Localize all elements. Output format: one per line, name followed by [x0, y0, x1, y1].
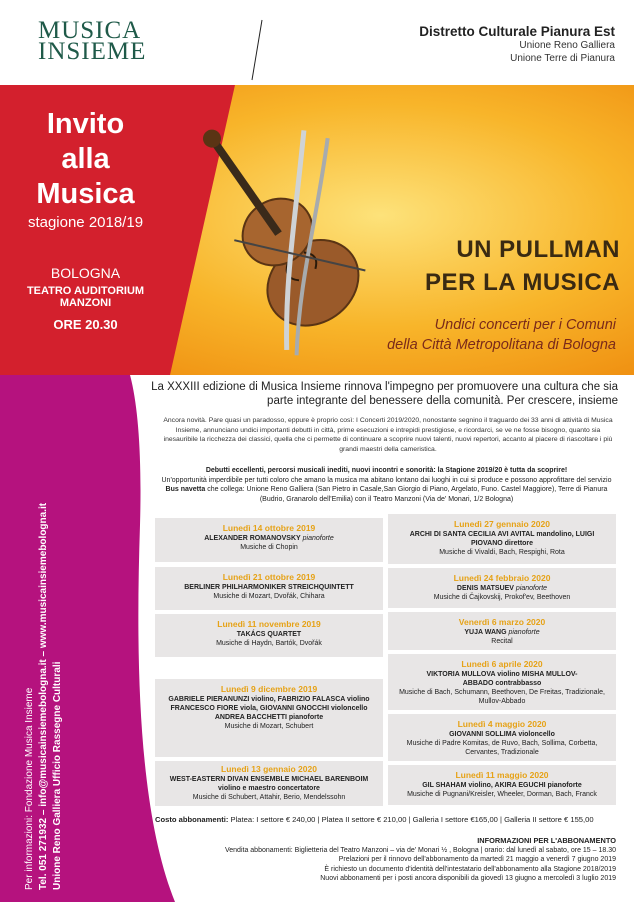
concert-card	[155, 567, 383, 610]
subtitle-line1: Undici concerti per i Comuni	[434, 317, 616, 333]
concert-card	[155, 614, 383, 657]
concert-card	[388, 612, 616, 650]
intro-lead: La XXXIII edizione di Musica Insieme rinnova l'impegno per promuovere una cultura che sia parte integrante del benessere della comunità. Per crescere, insieme	[151, 381, 618, 407]
invito-line3: Musica	[36, 178, 135, 210]
bus-label: Bus navetta	[165, 486, 206, 493]
concert-date: Lunedì 9 dicembre 2019	[220, 684, 318, 694]
concert-card	[388, 514, 616, 564]
subtitle	[300, 315, 616, 355]
concert-program: Musiche di Bach, Schumann, Beethoven, De Freitas, Tradizionale, Mullov-Abbado	[399, 689, 605, 705]
concert-date: Lunedì 13 gennaio 2020	[221, 764, 317, 774]
subscription-costs	[155, 815, 618, 824]
concert-program: Musiche di Schubert, Attahir, Berio, Mendelssohn	[192, 794, 346, 801]
concert-performer: GIOVANNI SOLLIMA violoncello	[449, 731, 555, 738]
concert-performer: VIKTORIA MULLOVA violino MISHA MULLOV-ABBADO contrabbasso	[426, 671, 578, 687]
header	[0, 0, 634, 85]
invito-line1: Invito	[46, 108, 125, 140]
concert-program: Recital	[491, 638, 513, 645]
concert-program: Musiche di Vivaldi, Bach, Respighi, Rota	[439, 549, 565, 556]
concert-card	[388, 765, 616, 805]
subscription-line1: Vendita abbonamenti: Biglietteria del Teatro Manzoni – via de' Monari ½ , Bologna | orario: dal lunedì al sabato, ore 15 – 18.30	[224, 846, 616, 854]
concert-card	[388, 654, 616, 710]
district-sub2: Unione Terre di Pianura	[510, 53, 615, 64]
logo-line2: INSIEME	[38, 38, 147, 65]
concert-program: Musiche di Padre Komitas, de Ruvo, Bach, Sollima, Corbetta, Cervantes, Tradizionale	[406, 740, 598, 756]
bus-text: che collega: Unione Reno Galliera (San Pietro in Casale,San Giorgio di Piano, Argelato, Funo. Castel Maggiore), Terre di Pianura (Budrio, Granarolo dell'Emilia) con il Teatro Manzoni (Via de' Monari, 1/2 Bologna)	[207, 486, 608, 503]
subscription-line2: Prelazioni per il rinnovo dell'abbonamento da martedì 21 maggio a venerdì 7 giugno 2019	[338, 856, 616, 863]
side-info-line2: Tel. 051 271932 – info@musicainsiemebologna.it – www.musicainsiemebologna.it	[38, 502, 49, 890]
concert-program: Musiche di Mozart, Dvořák, Chihara	[213, 593, 325, 600]
venue-theatre: TEATRO AUDITORIUM MANZONI	[26, 285, 145, 309]
concert-program: Musiche di Mozart, Schubert	[224, 723, 314, 730]
concert-date: Lunedì 6 aprile 2020	[461, 659, 543, 669]
concert-performer: YUJA WANG	[464, 629, 507, 636]
subtitle-line2: della Città Metropolitana di Bologna	[387, 337, 616, 353]
logo-line1: MUSICA	[38, 17, 142, 44]
concert-program: Musiche di Pugnani/Kreisler, Wheeler, Dorman, Bach, Franck	[407, 791, 597, 798]
side-contact-info	[24, 470, 84, 890]
hero-banner	[0, 85, 634, 375]
concert-instrument: pianoforte	[508, 629, 540, 636]
venue-block	[0, 265, 171, 332]
costs-label: Costo abbonamenti:	[155, 815, 229, 824]
concert-card	[155, 761, 383, 806]
concert-instrument: pianoforte	[302, 535, 334, 542]
concert-performer: ALEXANDER ROMANOVSKY	[204, 535, 301, 542]
intro-body: Ancora novità. Pare quasi un paradosso, eppure è proprio così: I Concerti 2019/2020, nonostante segnino il traguardo dei 33 anni di attività di Musica Insieme, annunciano undici importanti debutti in città, prime esecuzioni e intrepidi prestigiose, e ricordarci, se ve ne fosse bisogno, quanto sia inesauribile la ricchezza dei classici, quella che ci permette di continuare a scoprire nuovi talenti, nuovi repertori, accanto al piacere di riascoltare i più grandi maestri della cameristica.	[163, 417, 613, 453]
costs-text: Platea: I settore € 240,00 | Platea II settore € 210,00 | Galleria I settore €165,00 | Galleria II settore € 155,00	[230, 815, 594, 824]
concert-date: Lunedì 4 maggio 2020	[457, 719, 547, 729]
venue-time: ORE 20.30	[53, 317, 118, 332]
concert-performer: GABRIELE PIERANUNZI violino, FABRIZIO FALASCA violino FRANCESCO FIORE viola, GIOVANNI GNOCCHI violoncello ANDREA BACCHETTI pianoforte	[168, 696, 370, 721]
district-block	[419, 24, 615, 65]
concert-date: Lunedì 27 gennaio 2020	[454, 519, 550, 529]
concert-performer: BERLINER PHILHARMONIKER STREICHQUINTETT	[184, 584, 354, 591]
side-info-line3: Unione Reno Galliera Ufficio Rassegne Culturali	[52, 661, 63, 890]
concert-date: Lunedì 14 ottobre 2019	[222, 523, 316, 533]
main-title	[380, 233, 620, 299]
subscription-line4: Nuovi abbonamenti per i posti ancora disponibili da giovedì 13 giugno a mercoledì 3 luglio 2019	[320, 875, 616, 882]
main-title-line2: PER LA MUSICA	[425, 269, 620, 296]
concert-card	[155, 518, 383, 562]
concert-instrument: pianoforte	[515, 585, 548, 592]
concert-performer: WEST-EASTERN DIVAN ENSEMBLE MICHAEL BARENBOIM violino e maestro concertatore	[169, 776, 369, 792]
highlight-bold: Debutti eccellenti, percorsi musicali inediti, nuovi incontri e sonorità: la Stagione 2019/20 è tutta da scoprire!	[205, 467, 568, 474]
concert-program: Musiche di Chopin	[240, 544, 298, 551]
subscription-line3: È richiesto un documento d'identità dell'intestatario dell'abbonamento alla Stagione 2018/2019	[324, 865, 616, 873]
concert-performer: DENIS MATSUEV	[456, 585, 514, 592]
concert-date: Lunedì 11 maggio 2020	[455, 770, 549, 780]
district-sub1: Unione Reno Galliera	[519, 40, 615, 51]
invito-block	[0, 107, 171, 231]
subscription-heading: INFORMAZIONI PER L'ABBONAMENTO	[477, 836, 616, 845]
concert-performer: TAKÁCS QUARTET	[236, 631, 302, 638]
concert-date: Lunedì 11 novembre 2019	[217, 619, 321, 629]
highlight-text: Un'opportunità imperdibile per tutti coloro che amano la musica ma abitano lontano dai luoghi in cui si produce e possono approfittare del servizio	[161, 476, 612, 484]
concert-date: Lunedì 21 ottobre 2019	[222, 572, 316, 582]
subscription-info	[150, 836, 616, 884]
concert-card	[388, 568, 616, 608]
concert-performer: ARCHI DI SANTA CECILIA AVI AVITAL mandolino, LUIGI PIOVANO direttore	[409, 531, 595, 547]
concert-date: Lunedì 24 febbraio 2020	[453, 573, 551, 583]
season-label: stagione 2018/19	[27, 214, 144, 231]
district-title: Distretto Culturale Pianura Est	[419, 24, 615, 39]
highlight-block	[155, 466, 618, 504]
concert-program: Musiche di Čajkovskij, Prokof'ev, Beethoven	[433, 594, 571, 601]
concert-card	[388, 714, 616, 761]
concert-card	[155, 679, 383, 757]
side-info-line1: Per informazioni: Fondazione Musica Insieme	[24, 687, 35, 890]
main-title-line1: UN PULLMAN	[456, 236, 620, 263]
concert-date: Venerdì 6 marzo 2020	[458, 617, 546, 627]
invito-line2: alla	[61, 143, 110, 175]
concert-performer: GIL SHAHAM violino, AKIRA EGUCHI pianoforte	[422, 782, 582, 789]
venue-city: BOLOGNA	[50, 265, 121, 281]
concert-program: Musiche di Haydn, Bartók, Dvořák	[216, 640, 322, 647]
